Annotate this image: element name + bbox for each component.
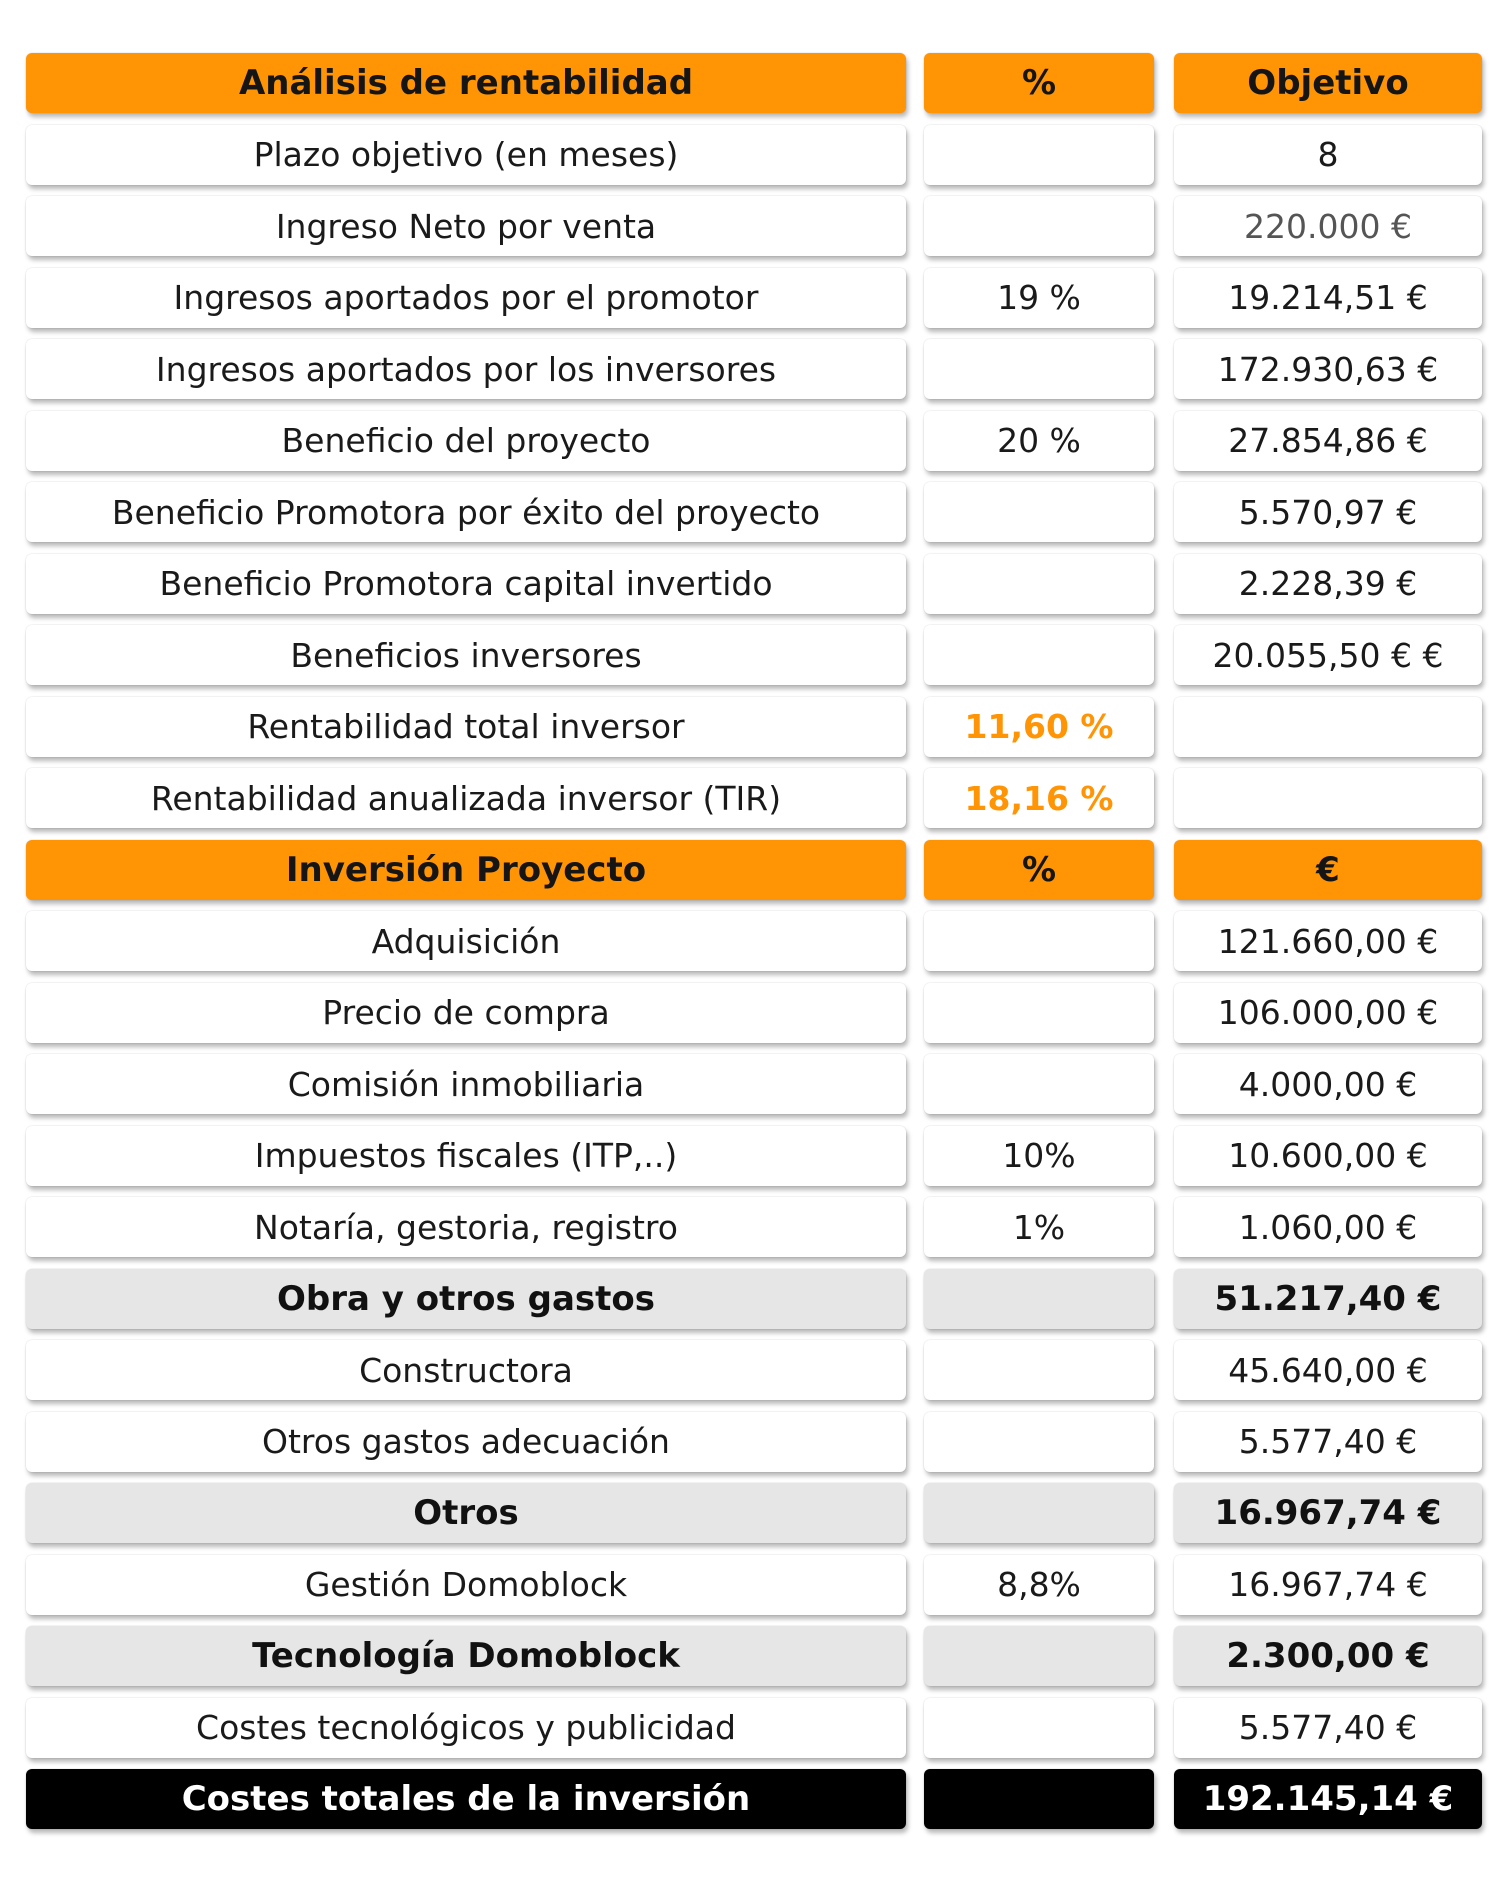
row-pct bbox=[924, 1483, 1154, 1543]
header-pct: % bbox=[924, 53, 1154, 113]
row-label: Ingresos aportados por los inversores bbox=[26, 339, 906, 399]
row-label: Comisión inmobiliaria bbox=[26, 1054, 906, 1114]
table-row bbox=[26, 1197, 1482, 1257]
row-value: 106.000,00 € bbox=[1174, 983, 1482, 1043]
subheader-row-tecnologia bbox=[26, 1626, 1482, 1686]
row-label: Gestión Domoblock bbox=[26, 1555, 906, 1615]
row-label: Ingreso Neto por venta bbox=[26, 196, 906, 256]
total-row bbox=[26, 1769, 1482, 1829]
row-pct: 10% bbox=[924, 1126, 1154, 1186]
row-value bbox=[1174, 768, 1482, 828]
row-label: Tecnología Domoblock bbox=[26, 1626, 906, 1686]
row-pct: 19 % bbox=[924, 268, 1154, 328]
row-label: Precio de compra bbox=[26, 983, 906, 1043]
subheader-row-otros bbox=[26, 1483, 1482, 1543]
row-value: 16.967,74 € bbox=[1174, 1555, 1482, 1615]
row-pct bbox=[924, 1412, 1154, 1472]
table-row bbox=[26, 697, 1482, 757]
table-row bbox=[26, 983, 1482, 1043]
table-row bbox=[26, 411, 1482, 471]
header-value: Objetivo bbox=[1174, 53, 1482, 113]
row-pct bbox=[924, 1269, 1154, 1329]
row-label: Rentabilidad total inversor bbox=[26, 697, 906, 757]
total-pct bbox=[924, 1769, 1154, 1829]
row-value: 20.055,50 € € bbox=[1174, 625, 1482, 685]
row-pct: 8,8% bbox=[924, 1555, 1154, 1615]
row-value: 172.930,63 € bbox=[1174, 339, 1482, 399]
row-pct: 20 % bbox=[924, 411, 1154, 471]
row-label: Constructora bbox=[26, 1340, 906, 1400]
row-value: 5.570,97 € bbox=[1174, 482, 1482, 542]
table-row bbox=[26, 1412, 1482, 1472]
table-row bbox=[26, 1340, 1482, 1400]
row-value: 45.640,00 € bbox=[1174, 1340, 1482, 1400]
row-pct bbox=[924, 482, 1154, 542]
row-label: Obra y otros gastos bbox=[26, 1269, 906, 1329]
row-value bbox=[1174, 697, 1482, 757]
header-label: Análisis de rentabilidad bbox=[26, 53, 906, 113]
row-pct bbox=[924, 125, 1154, 185]
header-row-rentabilidad bbox=[26, 53, 1482, 113]
row-pct: 11,60 % bbox=[924, 697, 1154, 757]
table-row bbox=[26, 911, 1482, 971]
row-value: 27.854,86 € bbox=[1174, 411, 1482, 471]
total-value: 192.145,14 € bbox=[1174, 1769, 1482, 1829]
row-pct bbox=[924, 554, 1154, 614]
table-row bbox=[26, 1698, 1482, 1758]
row-label: Plazo objetivo (en meses) bbox=[26, 125, 906, 185]
table-row bbox=[26, 554, 1482, 614]
row-label: Otros bbox=[26, 1483, 906, 1543]
row-pct bbox=[924, 196, 1154, 256]
rentabilidad-table bbox=[26, 53, 1482, 1841]
table-row bbox=[26, 339, 1482, 399]
row-value: 51.217,40 € bbox=[1174, 1269, 1482, 1329]
row-label: Beneficios inversores bbox=[26, 625, 906, 685]
header-label: Inversión Proyecto bbox=[26, 840, 906, 900]
table-row bbox=[26, 1054, 1482, 1114]
table-row bbox=[26, 768, 1482, 828]
row-pct: 1% bbox=[924, 1197, 1154, 1257]
header-pct: % bbox=[924, 840, 1154, 900]
table-row bbox=[26, 268, 1482, 328]
subheader-row-obra bbox=[26, 1269, 1482, 1329]
row-pct bbox=[924, 625, 1154, 685]
row-label: Notaría, gestoria, registro bbox=[26, 1197, 906, 1257]
row-pct bbox=[924, 1054, 1154, 1114]
row-label: Impuestos fiscales (ITP,..) bbox=[26, 1126, 906, 1186]
row-value: 220.000 € bbox=[1174, 196, 1482, 256]
row-pct bbox=[924, 1626, 1154, 1686]
table-row bbox=[26, 1555, 1482, 1615]
row-value: 8 bbox=[1174, 125, 1482, 185]
row-value: 2.300,00 € bbox=[1174, 1626, 1482, 1686]
row-value: 10.600,00 € bbox=[1174, 1126, 1482, 1186]
row-value: 19.214,51 € bbox=[1174, 268, 1482, 328]
row-pct bbox=[924, 339, 1154, 399]
row-label: Beneficio Promotora capital invertido bbox=[26, 554, 906, 614]
row-value: 1.060,00 € bbox=[1174, 1197, 1482, 1257]
row-value: 121.660,00 € bbox=[1174, 911, 1482, 971]
total-label: Costes totales de la inversión bbox=[26, 1769, 906, 1829]
row-label: Costes tecnológicos y publicidad bbox=[26, 1698, 906, 1758]
header-value: € bbox=[1174, 840, 1482, 900]
table-row bbox=[26, 125, 1482, 185]
row-value: 5.577,40 € bbox=[1174, 1412, 1482, 1472]
table-row bbox=[26, 196, 1482, 256]
row-label: Beneficio del proyecto bbox=[26, 411, 906, 471]
table-row bbox=[26, 482, 1482, 542]
table-row bbox=[26, 1126, 1482, 1186]
row-label: Otros gastos adecuación bbox=[26, 1412, 906, 1472]
row-label: Adquisición bbox=[26, 911, 906, 971]
row-pct: 18,16 % bbox=[924, 768, 1154, 828]
row-label: Beneficio Promotora por éxito del proyecto bbox=[26, 482, 906, 542]
row-pct bbox=[924, 1698, 1154, 1758]
table-row bbox=[26, 625, 1482, 685]
row-pct bbox=[924, 911, 1154, 971]
row-value: 5.577,40 € bbox=[1174, 1698, 1482, 1758]
header-row-inversion bbox=[26, 840, 1482, 900]
row-label: Rentabilidad anualizada inversor (TIR) bbox=[26, 768, 906, 828]
row-value: 2.228,39 € bbox=[1174, 554, 1482, 614]
row-label: Ingresos aportados por el promotor bbox=[26, 268, 906, 328]
row-pct bbox=[924, 1340, 1154, 1400]
row-value: 16.967,74 € bbox=[1174, 1483, 1482, 1543]
row-pct bbox=[924, 983, 1154, 1043]
row-value: 4.000,00 € bbox=[1174, 1054, 1482, 1114]
